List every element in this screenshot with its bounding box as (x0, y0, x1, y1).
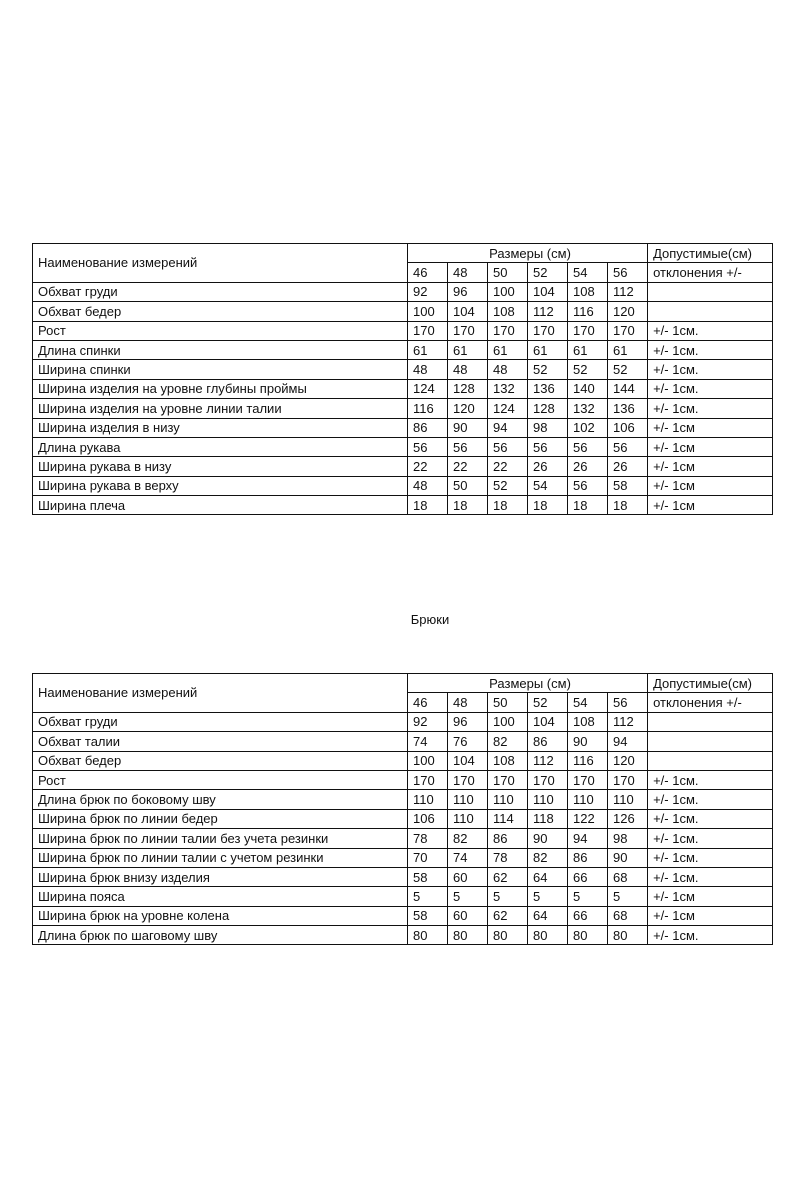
measurement-value-cell: 74 (448, 848, 488, 867)
sizes-header: Размеры (см) (408, 244, 648, 263)
measurement-value-cell: 48 (408, 360, 448, 379)
measurement-value-cell: 96 (448, 712, 488, 731)
measurement-value-cell: 110 (488, 790, 528, 809)
size-label: 50 (488, 263, 528, 282)
size-table-top (32, 243, 773, 515)
measurement-value-cell: 112 (608, 282, 648, 301)
measurement-name-cell: Обхват талии (33, 732, 408, 751)
measurement-value-cell: 170 (568, 321, 608, 340)
measurement-value-cell: 110 (608, 790, 648, 809)
size-label: 46 (408, 693, 448, 712)
measurement-name-cell: Ширина брюк по линии бедер (33, 809, 408, 828)
table-header-row (33, 244, 773, 263)
tolerance-cell: +/- 1см (648, 418, 773, 437)
measurement-value-cell: 26 (568, 457, 608, 476)
table-row (33, 302, 773, 321)
table-row (33, 848, 773, 867)
measurement-value-cell: 18 (408, 496, 448, 515)
measurement-value-cell: 170 (528, 770, 568, 789)
measurement-value-cell: 94 (608, 732, 648, 751)
measurement-name-cell: Длина брюк по шаговому шву (33, 926, 408, 945)
measurement-value-cell: 98 (528, 418, 568, 437)
measurement-name-cell: Длина брюк по боковому шву (33, 790, 408, 809)
measurement-value-cell: 18 (568, 496, 608, 515)
measurement-value-cell: 22 (448, 457, 488, 476)
measurement-value-cell: 110 (528, 790, 568, 809)
measurement-value-cell: 170 (408, 770, 448, 789)
measurement-value-cell: 110 (568, 790, 608, 809)
measurement-value-cell: 22 (408, 457, 448, 476)
tolerance-header: Допустимые(см) (648, 674, 773, 693)
measurement-value-cell: 18 (448, 496, 488, 515)
measurement-value-cell: 104 (448, 302, 488, 321)
measurement-name-cell: Ширина брюк по линии талии без учета резинки (33, 829, 408, 848)
tolerance-cell: +/- 1см (648, 887, 773, 906)
tolerance-cell: +/- 1см. (648, 770, 773, 789)
measurement-value-cell: 56 (448, 437, 488, 456)
measurement-name-cell: Обхват бедер (33, 751, 408, 770)
measurement-name-cell: Ширина пояса (33, 887, 408, 906)
measurement-value-cell: 52 (568, 360, 608, 379)
table-row (33, 712, 773, 731)
measurement-name-cell: Длина спинки (33, 340, 408, 359)
measurement-value-cell: 58 (608, 476, 648, 495)
measurement-value-cell: 94 (488, 418, 528, 437)
measurement-value-cell: 18 (528, 496, 568, 515)
measurement-value-cell: 112 (528, 302, 568, 321)
measurement-value-cell: 144 (608, 379, 648, 398)
measurement-value-cell: 80 (528, 926, 568, 945)
tolerance-cell: +/- 1см. (648, 790, 773, 809)
measurement-name-cell: Ширина брюк по линии талии с учетом резинки (33, 848, 408, 867)
measurement-value-cell: 96 (448, 282, 488, 301)
tolerance-cell: +/- 1см. (648, 809, 773, 828)
table-row (33, 437, 773, 456)
measurement-value-cell: 128 (528, 399, 568, 418)
table-row (33, 476, 773, 495)
size-label: 52 (528, 263, 568, 282)
tolerance-cell: +/- 1см. (648, 379, 773, 398)
measurement-value-cell: 112 (528, 751, 568, 770)
measurement-value-cell: 116 (568, 302, 608, 321)
measurement-value-cell: 86 (488, 829, 528, 848)
measurement-value-cell: 136 (608, 399, 648, 418)
measurement-value-cell: 128 (448, 379, 488, 398)
measurement-value-cell: 104 (448, 751, 488, 770)
measurement-name-cell: Длина рукава (33, 437, 408, 456)
measurement-value-cell: 56 (488, 437, 528, 456)
measurement-value-cell: 100 (488, 282, 528, 301)
measurement-value-cell: 5 (408, 887, 448, 906)
measurement-name-cell: Ширина изделия на уровне линии талии (33, 399, 408, 418)
measurement-value-cell: 114 (488, 809, 528, 828)
measurement-value-cell: 112 (608, 712, 648, 731)
measurement-name-cell: Рост (33, 770, 408, 789)
measurement-value-cell: 170 (448, 321, 488, 340)
measurement-value-cell: 110 (448, 790, 488, 809)
measurement-value-cell: 170 (488, 770, 528, 789)
tolerance-cell: +/- 1см. (648, 829, 773, 848)
table-row (33, 321, 773, 340)
measurement-name-cell: Ширина брюк на уровне колена (33, 906, 408, 925)
measurement-value-cell: 48 (488, 360, 528, 379)
measurement-value-cell: 76 (448, 732, 488, 751)
measurement-value-cell: 90 (608, 848, 648, 867)
measurement-value-cell: 86 (528, 732, 568, 751)
measurement-name-cell: Ширина спинки (33, 360, 408, 379)
table-row (33, 926, 773, 945)
measurement-value-cell: 92 (408, 712, 448, 731)
measurement-value-cell: 170 (448, 770, 488, 789)
table-row (33, 809, 773, 828)
measurement-value-cell: 90 (448, 418, 488, 437)
section-title-pants: Брюки (410, 612, 450, 627)
tolerance-cell (648, 302, 773, 321)
tolerance-cell: +/- 1см (648, 906, 773, 925)
measurement-value-cell: 61 (408, 340, 448, 359)
table-row (33, 732, 773, 751)
measurement-value-cell: 52 (528, 360, 568, 379)
tolerance-cell: +/- 1см. (648, 926, 773, 945)
tolerance-cell: +/- 1см. (648, 848, 773, 867)
measurement-value-cell: 122 (568, 809, 608, 828)
measurement-value-cell: 61 (448, 340, 488, 359)
measurement-value-cell: 26 (528, 457, 568, 476)
measurement-value-cell: 56 (408, 437, 448, 456)
measurement-value-cell: 80 (488, 926, 528, 945)
tolerance-cell (648, 751, 773, 770)
measurement-name-cell: Обхват бедер (33, 302, 408, 321)
measurement-name-cell: Обхват груди (33, 712, 408, 731)
table-row (33, 418, 773, 437)
size-label: 46 (408, 263, 448, 282)
measurement-value-cell: 78 (408, 829, 448, 848)
measurement-value-cell: 61 (528, 340, 568, 359)
measurement-value-cell: 116 (408, 399, 448, 418)
size-label: 50 (488, 693, 528, 712)
measurement-value-cell: 86 (408, 418, 448, 437)
measurement-name-header: Наименование измерений (33, 244, 408, 283)
table-row (33, 496, 773, 515)
measurement-name-cell: Ширина брюк внизу изделия (33, 867, 408, 886)
table-row (33, 770, 773, 789)
measurement-value-cell: 126 (608, 809, 648, 828)
measurement-value-cell: 100 (408, 751, 448, 770)
tolerance-cell (648, 282, 773, 301)
measurement-name-cell: Ширина изделия в низу (33, 418, 408, 437)
tolerance-cell: +/- 1см (648, 476, 773, 495)
measurement-value-cell: 136 (528, 379, 568, 398)
size-label: 54 (568, 693, 608, 712)
measurement-value-cell: 120 (448, 399, 488, 418)
measurement-value-cell: 100 (488, 712, 528, 731)
measurement-value-cell: 94 (568, 829, 608, 848)
measurement-value-cell: 68 (608, 867, 648, 886)
tolerance-cell: +/- 1см. (648, 340, 773, 359)
size-label: 48 (448, 263, 488, 282)
measurement-value-cell: 5 (568, 887, 608, 906)
measurement-value-cell: 50 (448, 476, 488, 495)
measurement-value-cell: 48 (448, 360, 488, 379)
table-row (33, 379, 773, 398)
measurement-value-cell: 78 (488, 848, 528, 867)
measurement-value-cell: 124 (488, 399, 528, 418)
size-label: 56 (608, 693, 648, 712)
table-row (33, 282, 773, 301)
measurement-value-cell: 108 (488, 751, 528, 770)
measurement-value-cell: 104 (528, 282, 568, 301)
measurement-value-cell: 102 (568, 418, 608, 437)
table-row (33, 906, 773, 925)
tolerance-cell: +/- 1см. (648, 399, 773, 418)
measurement-value-cell: 52 (608, 360, 648, 379)
measurement-value-cell: 108 (568, 282, 608, 301)
table-row (33, 457, 773, 476)
measurement-value-cell: 170 (488, 321, 528, 340)
measurement-value-cell: 80 (568, 926, 608, 945)
measurement-value-cell: 66 (568, 867, 608, 886)
measurement-value-cell: 56 (568, 476, 608, 495)
size-label: 54 (568, 263, 608, 282)
measurement-value-cell: 74 (408, 732, 448, 751)
measurement-value-cell: 108 (568, 712, 608, 731)
table-row (33, 340, 773, 359)
tolerance-subheader: отклонения +/- (648, 263, 773, 282)
tolerance-cell: +/- 1см (648, 457, 773, 476)
measurement-name-cell: Ширина рукава в верху (33, 476, 408, 495)
size-label: 48 (448, 693, 488, 712)
measurement-value-cell: 54 (528, 476, 568, 495)
measurement-value-cell: 62 (488, 906, 528, 925)
measurement-value-cell: 70 (408, 848, 448, 867)
measurement-value-cell: 64 (528, 906, 568, 925)
measurement-value-cell: 68 (608, 906, 648, 925)
table-row (33, 790, 773, 809)
measurement-value-cell: 48 (408, 476, 448, 495)
measurement-value-cell: 5 (488, 887, 528, 906)
measurement-value-cell: 170 (608, 321, 648, 340)
measurement-value-cell: 110 (448, 809, 488, 828)
measurement-value-cell: 140 (568, 379, 608, 398)
measurement-value-cell: 60 (448, 867, 488, 886)
measurement-value-cell: 5 (608, 887, 648, 906)
tolerance-cell: +/- 1см. (648, 867, 773, 886)
measurement-value-cell: 82 (528, 848, 568, 867)
tolerance-cell: +/- 1см (648, 437, 773, 456)
tolerance-cell: +/- 1см. (648, 321, 773, 340)
measurement-value-cell: 100 (408, 302, 448, 321)
table-row (33, 399, 773, 418)
measurement-name-cell: Рост (33, 321, 408, 340)
table-row (33, 887, 773, 906)
sizes-header: Размеры (см) (408, 674, 648, 693)
measurement-value-cell: 132 (488, 379, 528, 398)
measurement-value-cell: 58 (408, 867, 448, 886)
size-label: 56 (608, 263, 648, 282)
measurement-value-cell: 108 (488, 302, 528, 321)
measurement-value-cell: 132 (568, 399, 608, 418)
measurement-value-cell: 22 (488, 457, 528, 476)
measurement-value-cell: 110 (408, 790, 448, 809)
size-label: 52 (528, 693, 568, 712)
measurement-value-cell: 82 (448, 829, 488, 848)
measurement-value-cell: 56 (568, 437, 608, 456)
tolerance-subheader: отклонения +/- (648, 693, 773, 712)
measurement-value-cell: 60 (448, 906, 488, 925)
measurement-value-cell: 61 (608, 340, 648, 359)
measurement-value-cell: 90 (528, 829, 568, 848)
measurement-value-cell: 170 (528, 321, 568, 340)
measurement-value-cell: 120 (608, 751, 648, 770)
size-table-top-body (33, 244, 773, 515)
table-row (33, 360, 773, 379)
measurement-value-cell: 124 (408, 379, 448, 398)
measurement-value-cell: 56 (528, 437, 568, 456)
measurement-value-cell: 106 (408, 809, 448, 828)
measurement-value-cell: 61 (568, 340, 608, 359)
measurement-value-cell: 64 (528, 867, 568, 886)
table-row (33, 751, 773, 770)
table-row (33, 829, 773, 848)
measurement-value-cell: 58 (408, 906, 448, 925)
measurement-value-cell: 26 (608, 457, 648, 476)
measurement-value-cell: 80 (448, 926, 488, 945)
measurement-value-cell: 170 (568, 770, 608, 789)
measurement-value-cell: 86 (568, 848, 608, 867)
tolerance-cell (648, 712, 773, 731)
tolerance-cell: +/- 1см. (648, 360, 773, 379)
measurement-value-cell: 56 (608, 437, 648, 456)
measurement-value-cell: 52 (488, 476, 528, 495)
measurement-value-cell: 18 (608, 496, 648, 515)
measurement-name-cell: Ширина рукава в низу (33, 457, 408, 476)
tolerance-cell: +/- 1см (648, 496, 773, 515)
table-header-row (33, 674, 773, 693)
measurement-name-cell: Обхват груди (33, 282, 408, 301)
measurement-value-cell: 120 (608, 302, 648, 321)
measurement-value-cell: 92 (408, 282, 448, 301)
measurement-value-cell: 66 (568, 906, 608, 925)
measurement-value-cell: 170 (408, 321, 448, 340)
measurement-value-cell: 106 (608, 418, 648, 437)
measurement-value-cell: 61 (488, 340, 528, 359)
measurement-value-cell: 170 (608, 770, 648, 789)
measurement-value-cell: 90 (568, 732, 608, 751)
measurement-value-cell: 80 (608, 926, 648, 945)
measurement-value-cell: 118 (528, 809, 568, 828)
measurement-value-cell: 5 (528, 887, 568, 906)
measurement-value-cell: 62 (488, 867, 528, 886)
measurement-value-cell: 116 (568, 751, 608, 770)
size-table-pants-body (33, 674, 773, 945)
measurement-value-cell: 80 (408, 926, 448, 945)
tolerance-cell (648, 732, 773, 751)
measurement-name-header: Наименование измерений (33, 674, 408, 713)
measurement-name-cell: Ширина изделия на уровне глубины проймы (33, 379, 408, 398)
table-row (33, 867, 773, 886)
tolerance-header: Допустимые(см) (648, 244, 773, 263)
measurement-value-cell: 98 (608, 829, 648, 848)
measurement-name-cell: Ширина плеча (33, 496, 408, 515)
measurement-value-cell: 104 (528, 712, 568, 731)
measurement-value-cell: 18 (488, 496, 528, 515)
measurement-value-cell: 82 (488, 732, 528, 751)
measurement-value-cell: 5 (448, 887, 488, 906)
size-table-pants (32, 673, 773, 945)
